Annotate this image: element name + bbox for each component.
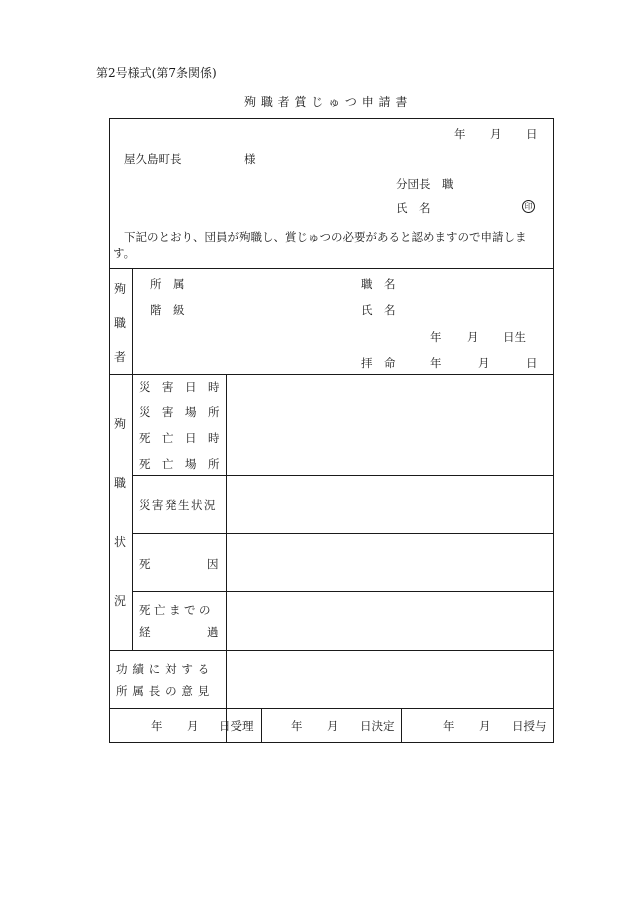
disaster-datetime-label: 災 害 日 時 <box>139 380 220 394</box>
disaster-place-label: 災 害 場 所 <box>139 405 220 419</box>
appointed-year: 年 <box>430 356 442 370</box>
received-year: 年 <box>151 719 163 733</box>
name-label: 氏 名 <box>361 303 396 317</box>
addressee: 屋久島町長 <box>124 152 182 166</box>
progress-line-2-left: 経 <box>139 625 151 639</box>
decided-day: 日決定 <box>360 719 395 733</box>
divider-situation-2 <box>132 533 554 534</box>
cause-right: 因 <box>207 557 219 571</box>
divider-deceased-bottom <box>109 374 554 375</box>
date-month: 月 <box>490 127 502 141</box>
opinion-line-1: 功 績 に 対 す る <box>116 662 210 676</box>
job-label: 職 名 <box>361 277 396 291</box>
awarded-year: 年 <box>443 719 455 733</box>
statement-line-1: 下記のとおり、団員が殉職し、賞じゅつの必要があると認めますので申請しま <box>124 230 527 244</box>
progress-line-2-right: 過 <box>207 625 219 639</box>
birth-year: 年 <box>430 330 442 344</box>
opinion-line-2: 所 属 長 の 意 見 <box>116 684 210 698</box>
situation-side-3: 状 <box>113 535 126 549</box>
divider-footer-1 <box>261 708 262 742</box>
appointed-month: 月 <box>478 356 490 370</box>
rank-label: 階 級 <box>150 303 185 317</box>
appointed-label: 拝 命 <box>361 356 396 370</box>
applicant-position: 分団長 職 <box>396 177 454 191</box>
form-number: 第2号様式(第7条関係) <box>96 66 217 80</box>
awarded-month: 月 <box>479 719 491 733</box>
situation-side-4: 況 <box>113 594 126 608</box>
received-month: 月 <box>187 719 199 733</box>
divider-top <box>109 268 554 269</box>
divider-opinion-bottom <box>109 708 554 709</box>
divider-situation-1 <box>132 475 554 476</box>
disaster-circumstances-label: 災害発生状況 <box>139 498 217 512</box>
deceased-side-2: 職 <box>113 316 126 330</box>
progress-line-1: 死亡までの <box>139 603 214 617</box>
affiliation-label: 所 属 <box>150 277 185 291</box>
honorific: 様 <box>244 152 256 166</box>
divider-deceased-left <box>132 268 133 374</box>
decided-year: 年 <box>291 719 303 733</box>
deceased-side-3: 者 <box>113 350 126 364</box>
divider-situation-right <box>226 374 227 742</box>
divider-situation-left <box>132 374 133 650</box>
birth-month: 月 <box>467 330 479 344</box>
received-day: 日受理 <box>219 719 254 733</box>
cause-left: 死 <box>139 557 151 571</box>
divider-situation-3 <box>132 591 554 592</box>
deceased-side-1: 殉 <box>113 282 126 296</box>
death-place-label: 死 亡 場 所 <box>139 457 220 471</box>
date-day: 日 <box>526 127 538 141</box>
applicant-name-label: 氏 名 <box>396 201 431 215</box>
divider-situation-bottom <box>109 650 554 651</box>
birth-day: 日生 <box>503 330 526 344</box>
death-datetime-label: 死 亡 日 時 <box>139 431 220 445</box>
situation-side-1: 殉 <box>113 417 126 431</box>
document-title: 殉 職 者 賞 じ ゅ つ 申 請 書 <box>244 95 408 109</box>
situation-side-2: 職 <box>113 476 126 490</box>
divider-footer-2 <box>401 708 402 742</box>
date-year: 年 <box>454 127 466 141</box>
statement-line-2: す。 <box>113 246 136 260</box>
awarded-day: 日授与 <box>512 719 547 733</box>
decided-month: 月 <box>327 719 339 733</box>
appointed-day: 日 <box>526 356 538 370</box>
seal-mark: 印 <box>522 200 535 213</box>
